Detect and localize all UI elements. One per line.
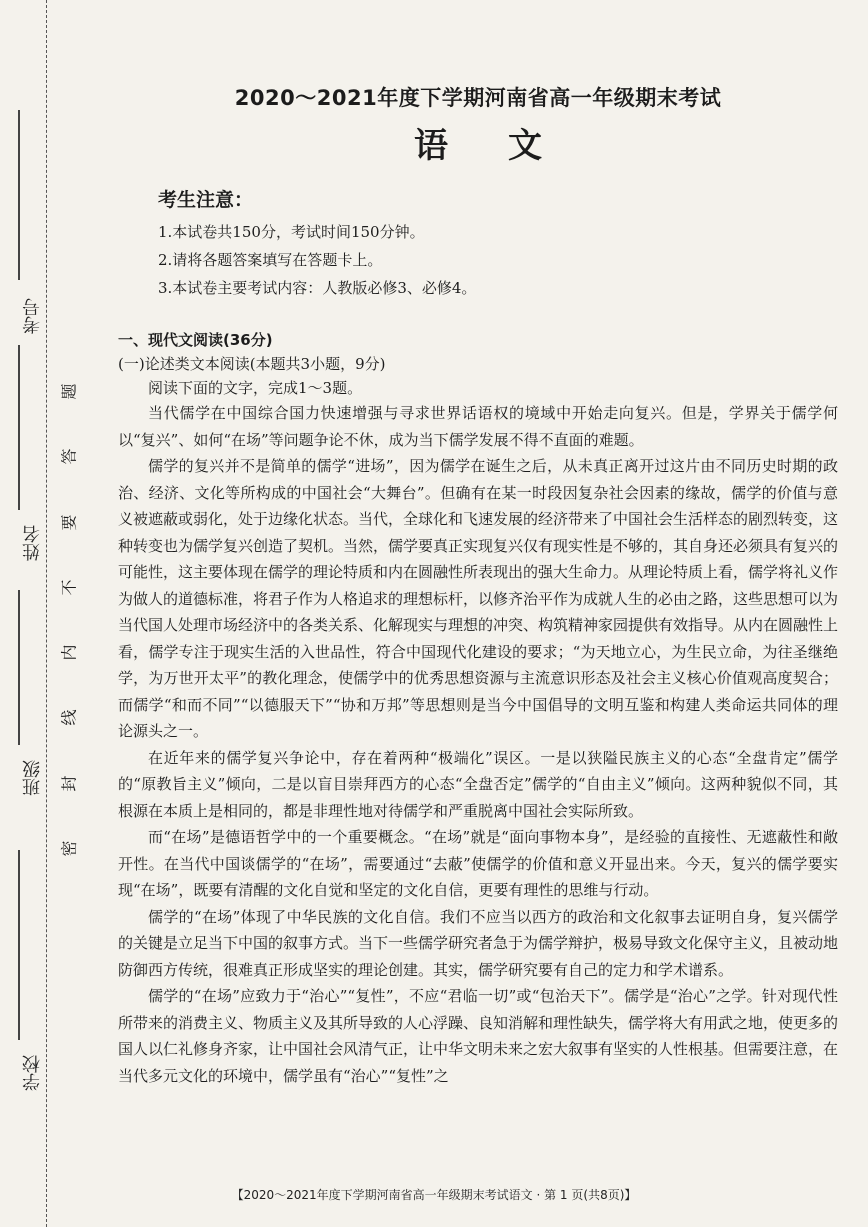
label-kaohao: 考号 (22, 298, 43, 334)
seal-char: 不 (59, 579, 79, 596)
exam-title: 2020～2021年度下学期河南省高一年级期末考试 (234, 86, 722, 110)
label-xuexiao: 学校 (22, 1055, 43, 1091)
passage-paragraph: 儒学的“在场”体现了中华民族的文化自信。我们不应当以西方的政治和文化叙事去证明自身，复兴儒学的关键是立足当下中国的叙事方式。当下一些儒学研究者急于为儒学辩护，极易导致文化保守主义，且被动地防御西方传统，很难真正形成坚实的理论创建。其实，儒学研究要有自己的定力和学术谱系。 (118, 907, 839, 979)
label-xingming: 姓名 (22, 525, 43, 561)
binding-dashed-line (46, 0, 47, 1227)
notice-item: 1.本试卷共150分，考试时间150分钟。 (158, 223, 425, 241)
kaohao-underline (18, 110, 20, 280)
binding-margin (0, 0, 110, 1227)
page-footer: 【2020～2021年度下学期河南省高一年级期末考试语文 · 第 1 页(共8页)】 (231, 1188, 637, 1202)
banji-underline (18, 590, 20, 745)
passage-paragraph: 而“在场”是德语哲学中的一个重要概念。“在场”就是“面向事物本身”，是经验的直接性、无遮蔽性和敞开性。在当代中国谈儒学的“在场”，需要通过“去蔽”使儒学的价值和意义开显出来。今天，复兴的儒学要实现“在场”，既要有清醒的文化自觉和坚定的文化自信，更要有理性的思维与行动。 (118, 828, 838, 899)
notice-item: 2.请将各题答案填写在答题卡上。 (158, 251, 383, 269)
seal-char: 要 (59, 514, 79, 531)
seal-char: 封 (59, 775, 79, 792)
subsection-heading: (一)论述类文本阅读(本题共3小题，9分) (118, 355, 386, 373)
reading-instruction: 阅读下面的文字，完成1～3题。 (148, 379, 363, 397)
seal-char: 题 (59, 383, 79, 400)
main-content (118, 82, 838, 1089)
section-heading: 一、现代文阅读(36分) (118, 331, 273, 349)
passage-paragraph: 当代儒学在中国综合国力快速增强与寻求世界话语权的境域中开始走向复兴。但是，学界关于儒学何以“复兴”、如何“在场”等问题争论不休，成为当下儒学发展不得不直面的难题。 (118, 404, 838, 449)
candidate-notice (158, 185, 838, 302)
xingming-underline (18, 345, 20, 510)
seal-notice (56, 380, 80, 860)
xuexiao-underline (18, 850, 20, 1040)
notice-item: 3.本试卷主要考试内容：人教版必修3、必修4。 (158, 279, 477, 297)
passage-paragraph: 儒学的复兴并不是简单的儒学“进场”，因为儒学在诞生之后，从未真正离开过这片由不同历史时期的政治、经济、文化等所构成的中国社会“大舞台”。但确有在某一时段因复杂社会因素的缘故，儒学的价值与意义被遮蔽或弱化，处于边缘化状态。当代，全球化和飞速发展的经济带来了中国社会生活样态的剧烈转变，这种转变也为儒学复兴创造了契机。当然，儒学要真正实现复兴仅有现实性是不够的，其自身还必须具有复兴的可能性，这主要体现在儒学的理论特质和内在圆融性所表现出的强大生命力。从理论特质上看，儒学将礼义作为做人的道德标准，将君子作为人格追求的理想标杆，以修齐治平作为成就人生的必由之路，这些思想可以为当代国人处理市场经济中的各类关系、化解现实与理想的冲突、构筑精神家园提供有效指导。从内在圆融性上看，儒学专注于现实生活的入世品性，符合中国现代化建设的要求；“为天地立心，为生民立命，为往圣继绝学，为万世开太平”的教化理念，使儒学中的优秀思想资源与主流意识形态及社会主义核心价值观高度契合；而儒学“和而不同”“以德服天下”“协和万邦”等思想则是当今中国倡导的文明互鉴和构建人类命运共同体的理论源头之一。 (118, 457, 839, 740)
notice-heading: 考生注意： (158, 189, 254, 211)
seal-char: 答 (59, 448, 79, 465)
passage-paragraph: 儒学的“在场”应致力于“治心”“复性”，不应“君临一切”或“包治天下”。儒学是“治心”之学。针对现代性所带来的消费主义、物质主义及其所导致的人心浮躁、良知消解和理性缺失，儒学将大有用武之地，使更多的国人以仁礼修身齐家，让中国社会风清气正，让中华文明未来之宏大叙事有坚实的人性根基。但需要注意，在当代多元文化的环境中，儒学虽有“治心”“复性”之 (118, 987, 839, 1085)
subject-title: 语文 (414, 126, 602, 166)
passage-paragraph: 在近年来的儒学复兴争论中，存在着两种“极端化”误区。一是以狭隘民族主义的心态“全盘肯定”儒学的“原教旨主义”倾向，二是以盲目崇拜西方的心态“全盘否定”儒学的“自由主义”倾向。这两种貌似不同，其根源在本质上是相同的，都是非理性地对待儒学和严重脱离中国社会实际所致。 (118, 748, 838, 820)
seal-char: 线 (59, 709, 79, 726)
label-banji: 班级 (22, 760, 43, 796)
seal-char: 内 (59, 644, 79, 661)
seal-char: 密 (59, 840, 79, 857)
